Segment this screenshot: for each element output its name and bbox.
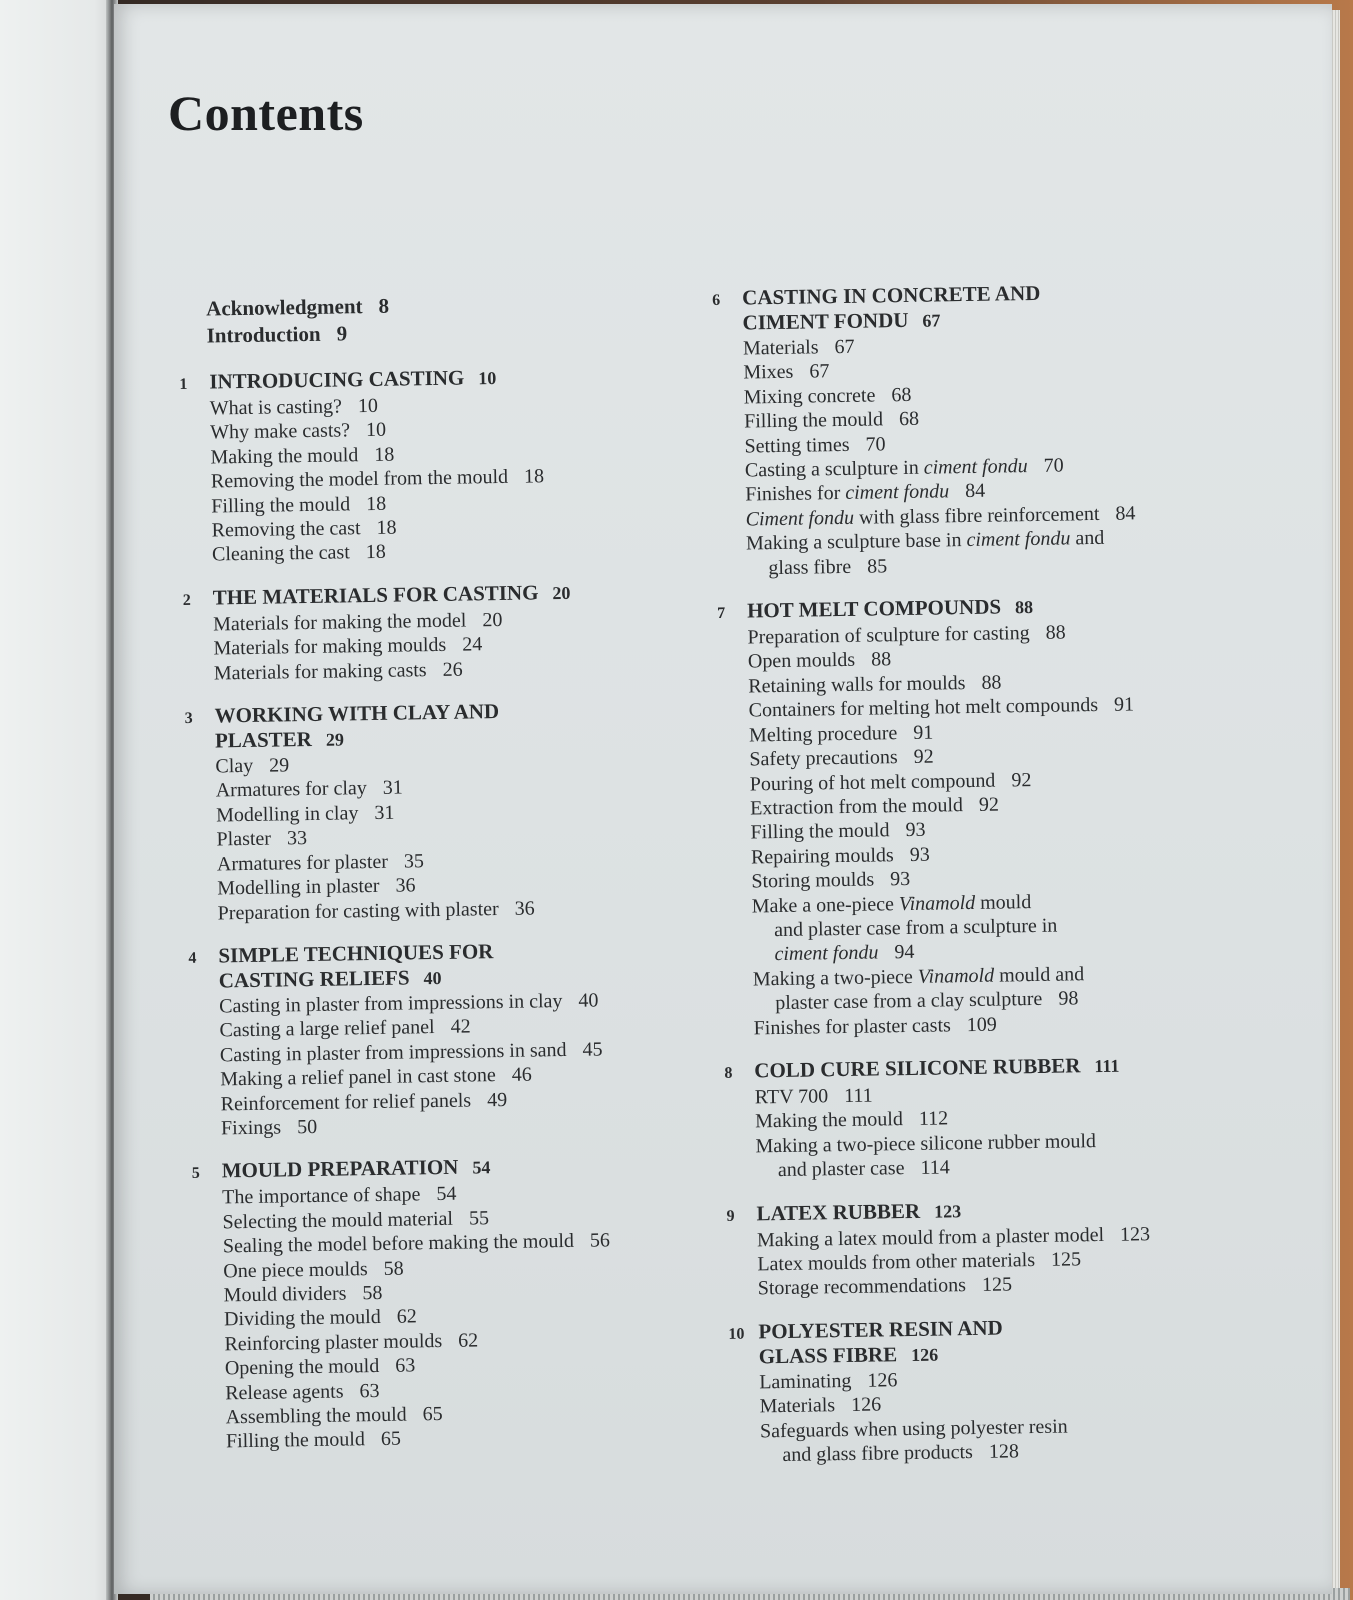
entry-text: Removing the model from the mould [210, 466, 509, 493]
entry-text: Mould dividers [223, 1282, 347, 1307]
entry-text: Casting a sculpture in [744, 456, 924, 482]
entry-page-number: 63 [359, 1379, 380, 1402]
entry-page-number: 88 [1045, 621, 1066, 644]
chapter-title [758, 1315, 1003, 1370]
entry-page-number: 91 [913, 721, 934, 744]
entry-page-number: 65 [380, 1428, 402, 1451]
entry-text: Make a one-piece [751, 892, 900, 917]
entry-text: Making a latex mould from a plaster model [756, 1223, 1105, 1252]
chapter-page-number: 88 [1014, 597, 1034, 618]
chapter-title [747, 594, 1033, 624]
entry-page-number: 63 [395, 1354, 416, 1377]
entry-text: with glass fibre reinforcement [853, 502, 1100, 529]
chapter-title-line: COLD CURE SILICONE RUBBER 111 [754, 1053, 1120, 1083]
chapter-number: 9 [726, 1207, 735, 1225]
entry-text: Making a two-piece silicone rubber mould [755, 1129, 1097, 1158]
entry-page-number: 58 [383, 1257, 404, 1280]
entry-text: Fixings [220, 1116, 282, 1140]
chapter-title-line: HOT MELT COMPOUNDS 88 [746, 594, 1034, 623]
chapter-title-line: PLASTER 29 [214, 727, 345, 753]
entry-text: Storage recommendations [757, 1274, 967, 1300]
entry-page-number: 67 [834, 335, 855, 359]
entry-text: Mixes [743, 361, 794, 384]
entry-italic: Vinamold [917, 964, 995, 988]
entry-page-number: 93 [889, 868, 911, 891]
entry-page-number: 18 [365, 541, 386, 564]
entry-page-number: 91 [1113, 693, 1135, 717]
chapter-page-number: 29 [325, 729, 345, 750]
chapter-title-line: CIMENT FONDU 67 [742, 307, 941, 335]
entry-text: What is casting? [209, 395, 343, 420]
entry-page-number: 18 [523, 465, 545, 488]
entry-text: Materials [742, 336, 819, 360]
chapter-page-number: 111 [1094, 1055, 1120, 1077]
entry-page-number: 62 [396, 1305, 417, 1329]
chapter-number: 6 [712, 291, 721, 309]
front-matter [206, 288, 699, 350]
chapter-number: 8 [724, 1064, 733, 1082]
entry-text: Open moulds [747, 649, 856, 673]
entry-text: Casting a large relief panel [219, 1016, 435, 1042]
entry-page-number: 68 [898, 407, 920, 431]
chapter-entries [743, 329, 1237, 581]
chapter-section [717, 591, 1244, 1041]
entry-page-number: 68 [891, 383, 912, 407]
chapter-section [724, 1051, 1246, 1184]
entry-page-number: 58 [362, 1281, 383, 1305]
entry-page-number: 125 [981, 1273, 1013, 1297]
entry-page-number: 114 [920, 1156, 950, 1180]
entry-page-number: 29 [268, 754, 290, 777]
chapter-number: 2 [182, 591, 191, 609]
entry-text: RTV 700 [754, 1085, 829, 1109]
entry-page-number: 18 [376, 516, 397, 539]
entry-text: Latex moulds from other materials [757, 1249, 1036, 1276]
entry-text: Laminating [759, 1369, 852, 1394]
chapter-entries [219, 987, 711, 1141]
entry-text: Casting in plaster from impressions in sand [219, 1038, 567, 1067]
entry-text: Extraction from the mould [750, 794, 964, 820]
chapter-title-line: LATEX RUBBER 123 [756, 1198, 962, 1226]
entry-text: Removing the cast [211, 517, 361, 542]
entry-text: Finishes for plaster casts [753, 1013, 951, 1039]
entry-italic: ciment fondu [845, 480, 950, 505]
entry-text: plaster case from a clay sculpture [775, 988, 1043, 1015]
chapter-heading [728, 1312, 1249, 1371]
entry-text: Selecting the mould material [222, 1207, 454, 1234]
entry-text: and glass fibre products [782, 1441, 974, 1467]
entry-text: Filling the mould [750, 819, 890, 844]
chapter-entries [757, 1220, 1248, 1301]
entry-text: Mixing concrete [743, 384, 876, 409]
entry-text: Armatures for clay [215, 777, 367, 802]
entry-italic: Vinamold [898, 891, 976, 915]
entry-page-number: 24 [462, 633, 483, 656]
entry-text: Why make casts? [209, 419, 351, 444]
chapter-title [209, 365, 496, 396]
entry-page-number: 85 [867, 554, 888, 578]
entry-italic: ciment fondu [966, 527, 1071, 552]
front-matter-item: Introduction 9 [206, 321, 348, 348]
chapter-title-line: CASTING RELIEFS 40 [218, 965, 442, 993]
entry-page-number: 92 [978, 793, 1000, 816]
entry-text: Safety precautions [749, 746, 898, 771]
page-title: Contents [168, 85, 364, 141]
entry-text: Filling the mould [211, 492, 351, 518]
entry-page-number: 94 [894, 941, 915, 964]
entry-text: Materials for making casts [213, 658, 427, 685]
entry-text: Filling the mould [743, 408, 884, 433]
entry-text: Armatures for plaster [216, 850, 389, 876]
left-page [0, 0, 118, 1600]
entry-text: mould [974, 890, 1032, 914]
entry-page-number: 67 [809, 360, 830, 383]
entry-text: Casting in plaster from impressions in clay [218, 989, 563, 1018]
entry-text: Preparation for casting with plaster [217, 897, 499, 924]
entry-page-number: 36 [514, 896, 535, 920]
entry-page-number: 18 [374, 443, 395, 466]
entry-text: Setting times [744, 433, 850, 458]
entry-page-number: 111 [844, 1084, 873, 1107]
chapter-entries [222, 1178, 716, 1454]
entry-text: Materials for making moulds [213, 634, 447, 660]
entry-text: Cleaning the cast [211, 541, 350, 566]
entry-text: Containers for melting hot melt compounds [748, 694, 1099, 722]
chapter-title [218, 939, 494, 994]
chapter-section [726, 1193, 1248, 1301]
entry-page-number: 70 [1043, 454, 1064, 477]
chapter-section [192, 1151, 717, 1455]
chapter-section [184, 696, 707, 926]
left-chapter-list [179, 362, 716, 1455]
entry-page-number: 93 [905, 819, 926, 842]
entry-text: Retaining walls for moulds [748, 671, 966, 698]
chapter-page-number: 67 [922, 310, 941, 331]
chapter-title-line: SIMPLE TECHNIQUES FOR [218, 939, 494, 968]
entry-text: Dividing the mould [223, 1306, 381, 1331]
right-column [712, 278, 1251, 1486]
entry-page-number: 31 [374, 801, 395, 824]
entry-page-number: 46 [511, 1063, 532, 1086]
chapter-page-number: 20 [552, 582, 571, 603]
entry-text: Modelling in plaster [217, 875, 380, 900]
chapter-title [756, 1198, 961, 1227]
entry-page-number: 36 [395, 874, 416, 897]
chapter-number: 5 [191, 1165, 200, 1183]
entry-page-number: 20 [482, 608, 503, 632]
chapter-page-number: 123 [933, 1200, 962, 1222]
entry-page-number: 92 [1011, 768, 1032, 791]
entry-page-number: 125 [1050, 1248, 1082, 1271]
entry-page-number: 92 [913, 745, 934, 768]
entry-text: Making a sculpture base in [745, 529, 967, 555]
entry-page-number: 45 [582, 1038, 603, 1061]
entry-text: One piece moulds [223, 1257, 368, 1282]
chapter-section [179, 362, 702, 568]
entry-text: Storing moulds [751, 868, 875, 893]
entry-page-number: 35 [403, 849, 425, 873]
entry-text: Materials for making the model [212, 609, 467, 636]
entry-text: The importance of shape [221, 1183, 421, 1209]
entry-text: Materials [759, 1394, 836, 1418]
entry-page-number: 49 [486, 1088, 508, 1111]
chapter-section [183, 578, 705, 686]
entry-page-number: 54 [436, 1183, 457, 1206]
entry-page-number: 10 [365, 419, 387, 442]
entry-text: Finishes for [745, 482, 846, 506]
chapter-section [188, 936, 711, 1142]
chapter-title-line: WORKING WITH CLAY AND [214, 699, 500, 728]
entry-text: Safeguards when using polyester resin [759, 1415, 1068, 1443]
entry-text: Assembling the mould [225, 1403, 407, 1429]
entry-page-number: 10 [357, 394, 379, 418]
chapter-title [214, 699, 499, 754]
entry-page-number: 56 [589, 1229, 611, 1252]
entry-page-number: 112 [918, 1107, 949, 1131]
entry-text: Plaster [216, 827, 272, 851]
entry-page-number: 18 [366, 492, 387, 515]
entry-page-number: 88 [981, 671, 1002, 694]
entry-page-number: 84 [964, 480, 986, 503]
entry-italic: ciment fondu [923, 455, 1028, 479]
chapter-number: 1 [179, 375, 188, 393]
chapter-heading [712, 278, 1233, 337]
entry-page-number: 55 [468, 1206, 490, 1230]
chapter-title [222, 1155, 491, 1185]
entry-page-number: 109 [966, 1013, 997, 1036]
entry-page-number: 26 [442, 658, 463, 681]
chapter-title-line: GLASS FIBRE 126 [758, 1342, 939, 1369]
entry-page-number: 128 [988, 1440, 1020, 1463]
entry-text: Modelling in clay [215, 802, 359, 827]
entry-text: Preparation of sculpture for casting [747, 622, 1030, 649]
entry-text: Sealing the model before making the mould [222, 1230, 575, 1258]
chapter-title-line: CASTING IN CONCRETE AND [741, 280, 1041, 310]
chapter-heading [188, 936, 709, 995]
entry-italic: ciment fondu [774, 941, 879, 966]
entry-text: Reinforcement for relief panels [220, 1089, 472, 1115]
entry-page-number: 50 [296, 1115, 318, 1139]
chapter-section [728, 1312, 1250, 1469]
entry-page-number: 33 [286, 827, 308, 850]
entry-page-number: 126 [850, 1393, 882, 1417]
entry-text: Making a two-piece [752, 965, 918, 991]
entry-page-number: 42 [450, 1015, 471, 1039]
entry-page-number: 31 [382, 776, 403, 800]
chapter-page-number: 10 [478, 368, 497, 389]
entry-text: Making a relief panel in cast stone [220, 1064, 496, 1091]
chapter-number: 10 [728, 1325, 745, 1343]
entry-text: Making the mould [754, 1108, 904, 1133]
entry-italic: Ciment fondu [745, 506, 855, 531]
chapter-page-number: 40 [423, 967, 442, 989]
entry-text: Filling the mould [225, 1428, 366, 1453]
entry-page-number: 62 [458, 1329, 479, 1352]
entry-page-number: 70 [865, 432, 886, 456]
entry-page-number: 126 [867, 1369, 898, 1392]
chapter-entries [755, 1078, 1246, 1183]
entry-text: and plaster case [777, 1157, 905, 1182]
entry-page-number: 88 [870, 648, 892, 672]
chapter-entries [210, 389, 703, 568]
chapter-title-line: INTRODUCING CASTING 10 [209, 365, 497, 394]
chapter-page-number: 126 [910, 1344, 939, 1365]
entry-page-number: 98 [1058, 987, 1079, 1010]
chapter-entries [759, 1363, 1250, 1468]
entry-text: glass fibre [768, 555, 852, 579]
entry-text: Melting procedure [748, 721, 898, 747]
entry-text: Pouring of hot melt compound [749, 769, 996, 795]
entry-text: and plaster case from a sculpture in [773, 914, 1058, 942]
entry-text: and [1070, 527, 1105, 550]
chapter-title-line: MOULD PREPARATION 54 [221, 1155, 491, 1183]
entry-page-number: 93 [909, 843, 930, 866]
chapter-entries [215, 747, 708, 926]
entry-text: mould and [993, 962, 1085, 987]
chapter-entries [213, 605, 704, 686]
entry-page-number: 65 [422, 1402, 443, 1426]
entry-page-number: 123 [1119, 1222, 1151, 1246]
chapter-number: 4 [188, 949, 197, 967]
chapter-heading [184, 696, 705, 755]
entry-text: Making the mould [210, 444, 359, 469]
chapter-number: 3 [184, 709, 193, 728]
front-matter-item: Acknowledgment 8 [206, 293, 390, 321]
entry-page-number: 84 [1115, 502, 1136, 525]
chapter-page-number: 54 [472, 1157, 491, 1178]
chapter-section [712, 278, 1237, 581]
chapter-number: 7 [717, 604, 726, 623]
entry-text: Release agents [225, 1380, 344, 1404]
chapter-entries [747, 618, 1243, 1041]
entry-text: Reinforcing plaster moulds [224, 1329, 443, 1356]
chapter-title [742, 281, 1041, 337]
entry-text: Opening the mould [224, 1355, 380, 1380]
entry-page-number: 40 [578, 989, 599, 1012]
chapter-title-line: THE MATERIALS FOR CASTING 20 [212, 580, 571, 610]
right-chapter-list [712, 278, 1251, 1468]
entry-text: Repairing moulds [750, 843, 894, 869]
chapter-title-line: POLYESTER RESIN AND [758, 1315, 1003, 1344]
left-column [178, 288, 716, 1473]
entry-text: Clay [215, 754, 254, 778]
